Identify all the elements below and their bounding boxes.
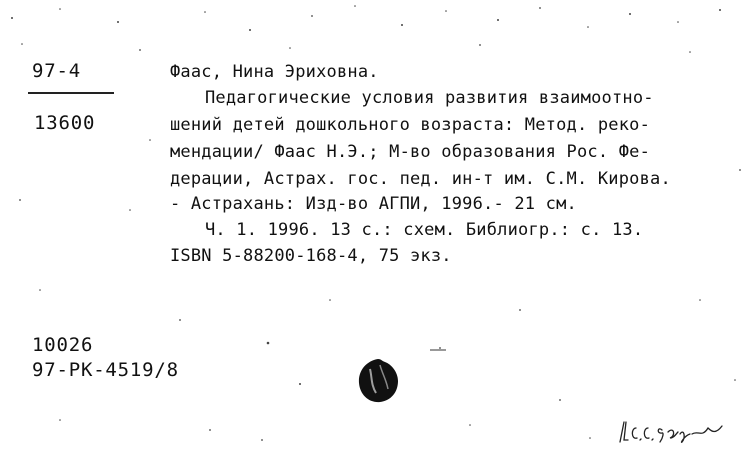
- description-line-1: Педагогические условия развития взаимоотно-: [205, 88, 654, 108]
- bottom-code-1: 10026: [32, 334, 94, 356]
- author-heading: Фаас, Нина Эриховна.: [170, 62, 379, 82]
- description-line-6: Ч. 1. 1996. 13 с.: схем. Библиогр.: с. 13.: [205, 220, 644, 240]
- inventory-number: 13600: [34, 112, 96, 134]
- description-line-5: - Астрахань: Изд-во АГПИ, 1996.- 21 см.: [170, 194, 577, 214]
- description-line-3: мендации/ Фаас Н.Э.; М-во образования Рос. Фе-: [170, 142, 651, 162]
- description-line-2: шений детей дошкольного возраста: Метод. реко-: [170, 115, 651, 135]
- bottom-code-2: 97-PK-4519/8: [32, 359, 179, 381]
- description-line-4: дерации, Астрах. гос. пед. ин-т им. С.М. Кирова.: [170, 169, 671, 189]
- handwritten-signature: [612, 412, 730, 448]
- isbn-line: ISBN 5-88200-168-4, 75 экз.: [170, 246, 452, 266]
- class-number-underline: [28, 92, 114, 94]
- ink-blot-icon: [352, 355, 404, 407]
- class-number: 97-4: [32, 60, 81, 82]
